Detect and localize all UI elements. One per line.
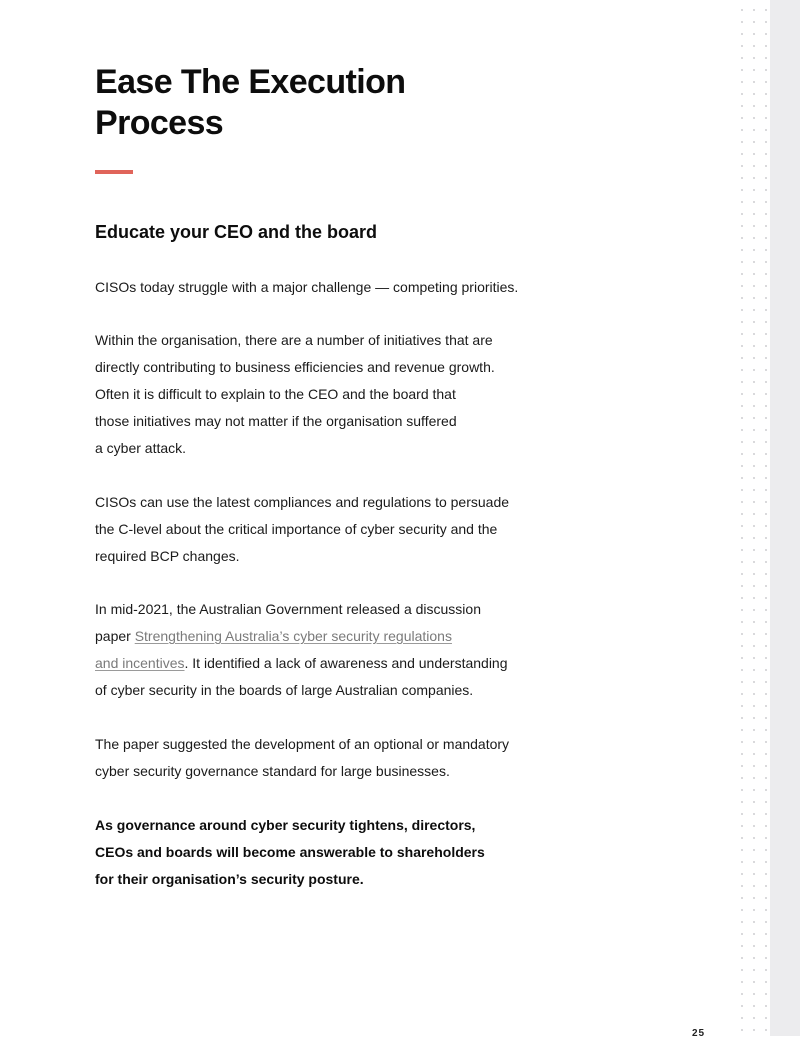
paragraph-competing-priorities	[95, 274, 565, 301]
paragraph-initiatives	[95, 327, 565, 462]
paragraph-line: CEOs and boards will become answerable to shareholders	[95, 844, 485, 860]
regulations-paper-link-continued[interactable]: and incentives	[95, 655, 185, 671]
regulations-paper-link[interactable]: Strengthening Australia’s cyber security regulations	[134, 628, 452, 644]
paragraph-line: CISOs today struggle with a major challenge — competing priorities.	[95, 279, 519, 295]
paragraph-line: required BCP changes.	[95, 548, 240, 564]
paragraph-line: Within the organisation, there are a number of initiatives that are	[95, 332, 493, 348]
decorative-side-strip	[770, 0, 800, 1036]
paragraph-line: In mid-2021, the Australian Government released a discussion	[95, 601, 481, 617]
paragraph-governance-standard	[95, 731, 565, 785]
page-title-line: Ease The Execution	[95, 63, 406, 101]
paragraph-key-takeaway	[95, 812, 565, 893]
accent-divider	[95, 170, 133, 174]
paragraph-line: Often it is difficult to explain to the CEO and the board that	[95, 386, 456, 402]
page-title-line: Process	[95, 104, 224, 142]
page-number: 25	[692, 1028, 706, 1039]
page-title	[95, 62, 405, 144]
paragraph-line: of cyber security in the boards of large Australian companies.	[95, 682, 474, 698]
paragraph-discussion-paper	[95, 596, 565, 704]
paragraph-line: those initiatives may not matter if the organisation suffered	[95, 413, 457, 429]
paragraph-line: for their organisation’s security posture.	[95, 871, 364, 887]
paragraph-compliances	[95, 489, 565, 570]
paragraph-line	[95, 650, 565, 677]
section-subheading: Educate your CEO and the board	[95, 222, 378, 242]
paragraph-line: CISOs can use the latest compliances and regulations to persuade	[95, 494, 510, 510]
paragraph-text: paper	[95, 628, 135, 644]
paragraph-line	[95, 623, 565, 650]
paragraph-line: a cyber attack.	[95, 440, 187, 456]
paragraph-line: cyber security governance standard for large businesses.	[95, 763, 450, 779]
paragraph-line: directly contributing to business efficiencies and revenue growth.	[95, 359, 495, 375]
paragraph-text: . It identified a lack of awareness and understanding	[184, 655, 508, 671]
paragraph-line: As governance around cyber security tightens, directors,	[95, 817, 476, 833]
paragraph-line: The paper suggested the development of an optional or mandatory	[95, 736, 510, 752]
paragraph-line: the C-level about the critical importance of cyber security and the	[95, 521, 498, 537]
